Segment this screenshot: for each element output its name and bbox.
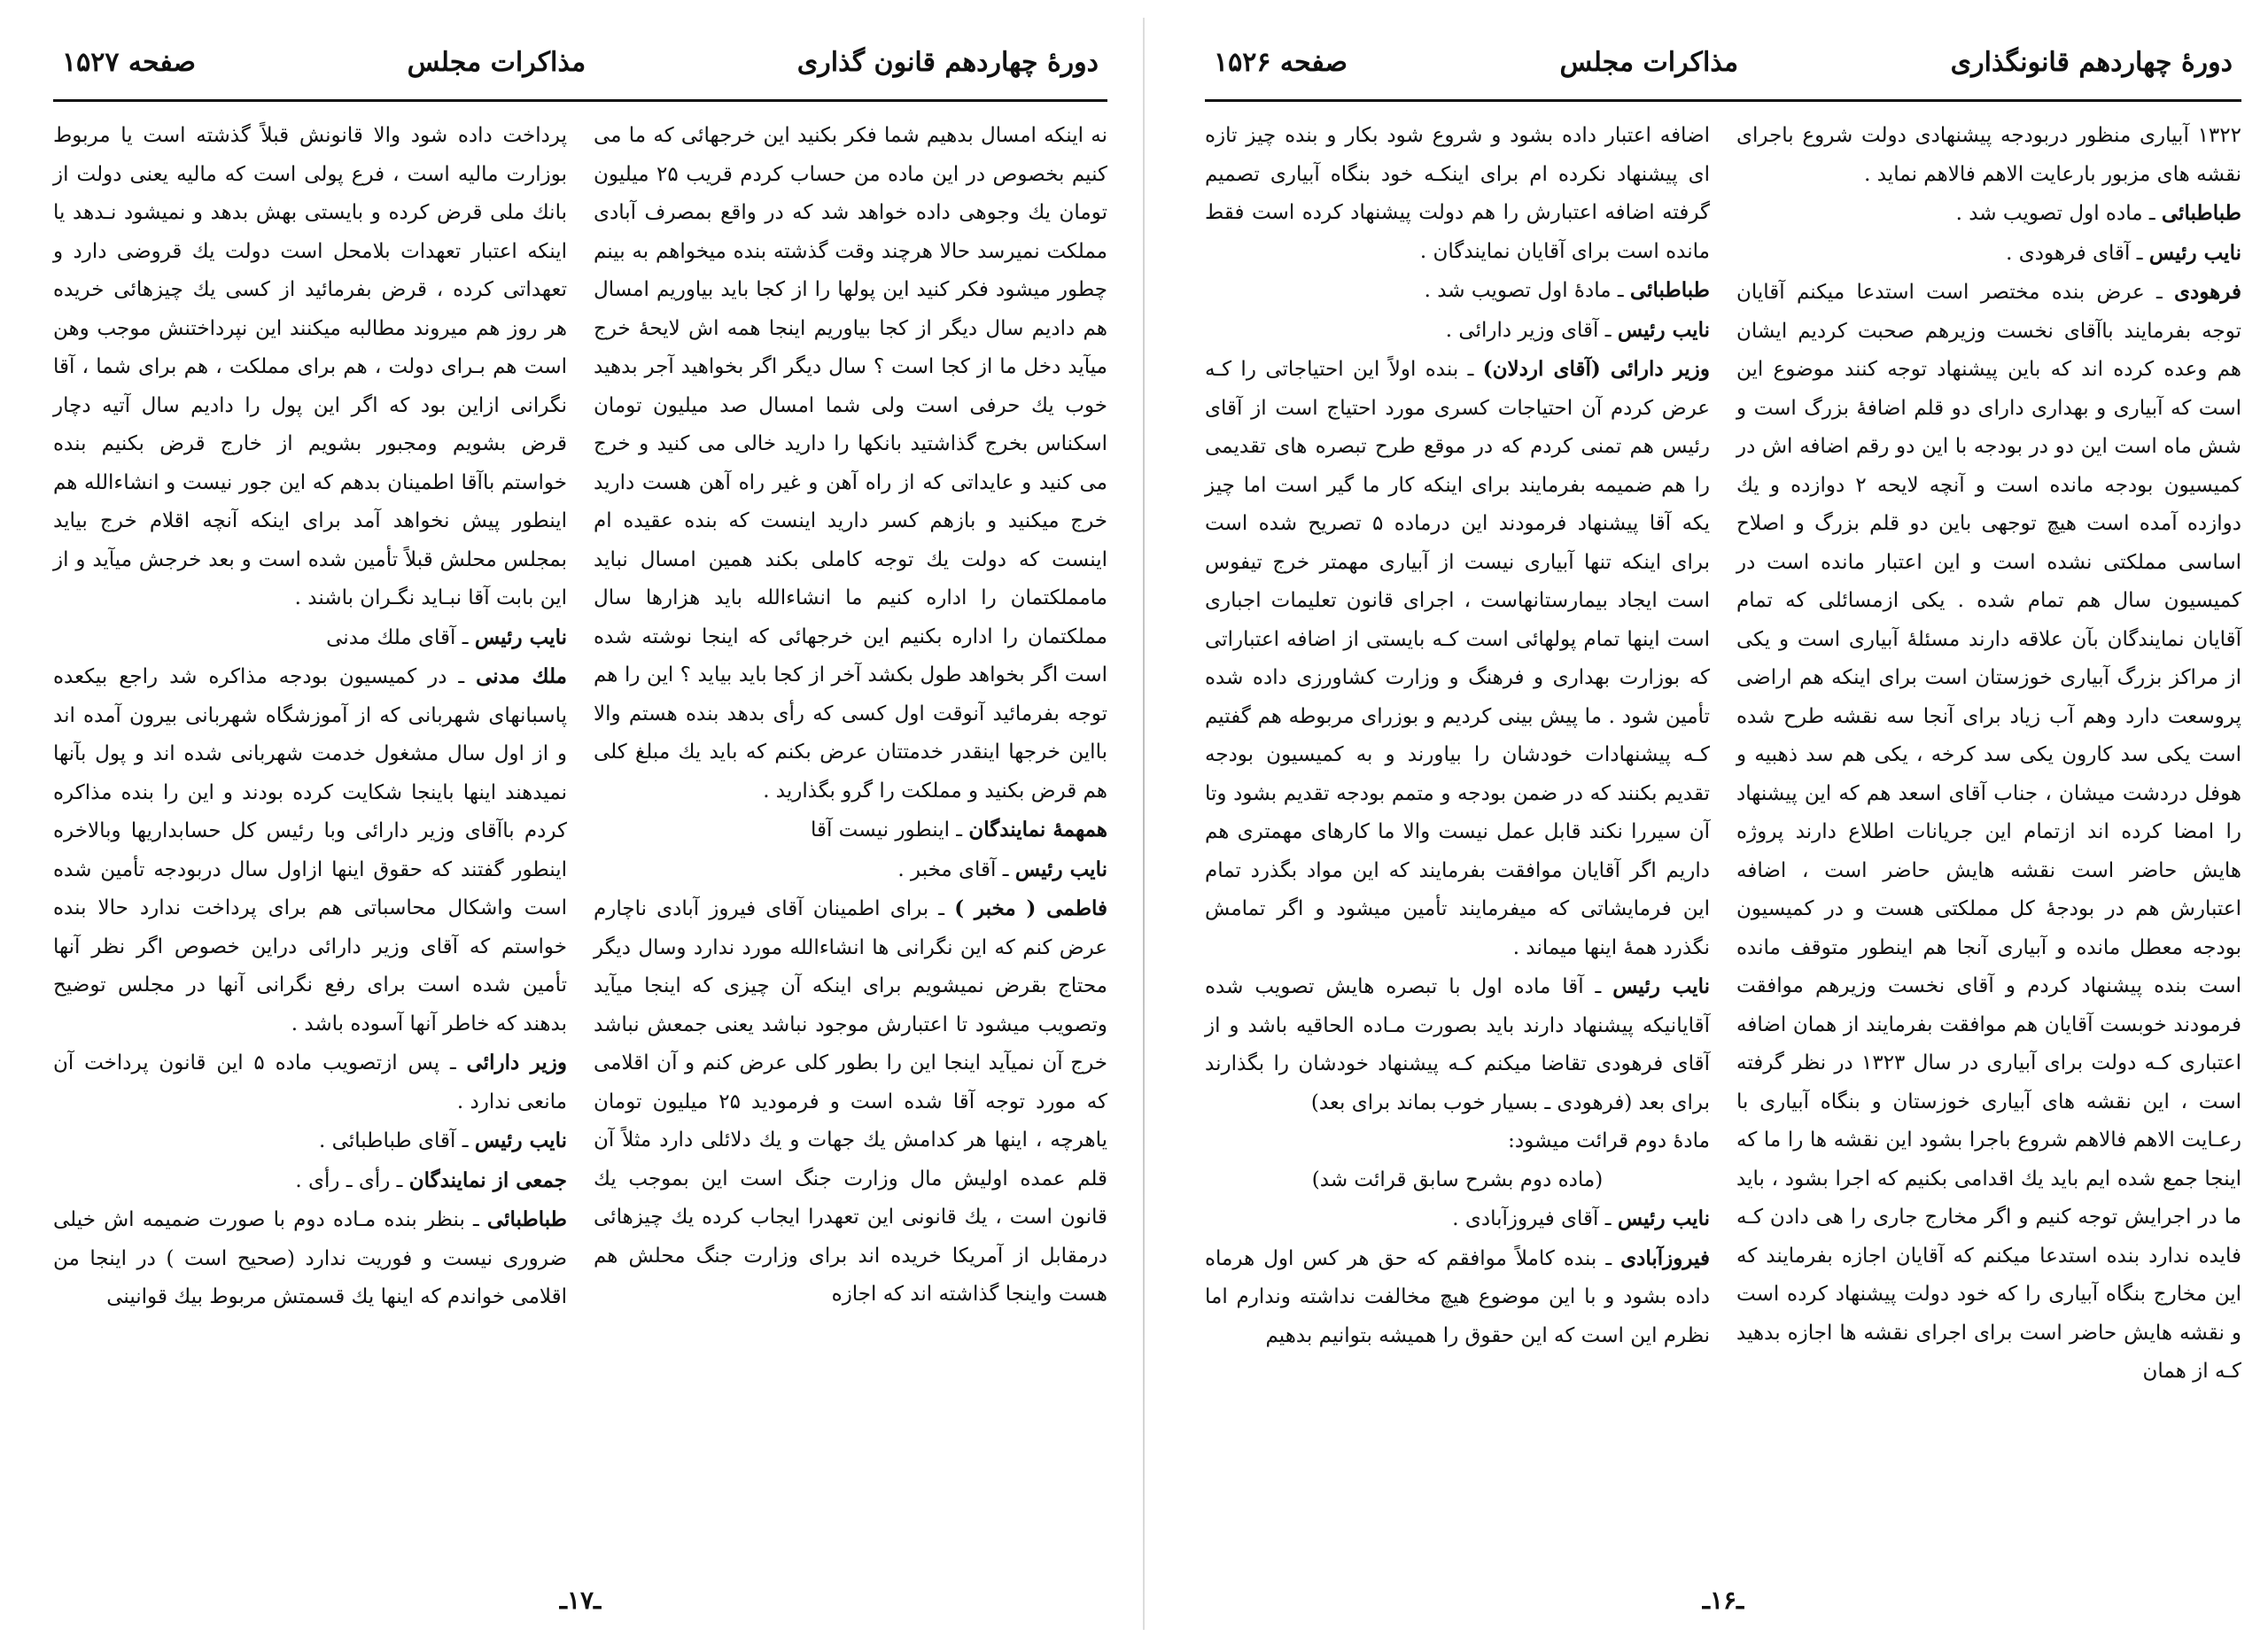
paragraph-text: ـ آقا ماده اول با تبصره هایش تصویب شده آقایانیکه پیشنهاد دارند باید بصورت مـاده الحاقیه باشد و از آقای فرهودی تقاضا میکنم کـه پیشنهاد خودشان را بگذارند برای بعد (فرهودی ـ بسیار خوب بماند برای بعد) [1205, 975, 1710, 1114]
speaker-name: فرهودی [2174, 280, 2241, 304]
left-columns [53, 117, 1107, 1577]
speaker-name: ملك مدنی [476, 664, 567, 688]
paragraph-text: ـ آقای وزیر دارائی . [1445, 318, 1618, 342]
paragraph-text: ـ آقای فیروزآبادی . [1452, 1207, 1618, 1230]
paragraph [594, 810, 1107, 850]
paragraph [1736, 194, 2241, 234]
right-header-rule [1205, 99, 2241, 102]
paragraph [53, 1200, 567, 1317]
left-page-footer: ـ۱۷ـ [559, 1586, 602, 1615]
right-column-2 [1205, 117, 1710, 1577]
left-series-title: دورهٔ چهاردهم قانون گذاری [796, 46, 1099, 78]
paragraph [1736, 273, 2241, 1392]
right-page [1205, 35, 2241, 1630]
paragraph [53, 618, 567, 658]
paragraph [1205, 117, 1710, 271]
speaker-name: نایب رئیس [474, 624, 567, 649]
paragraph-text: ـ در کمیسیون بودجه مذاکره شد راجع بیکعده پاسبانهای شهربانی که از آموزشگاه شهربانی بیرون آمده اند و از اول سال مشغول خدمت شهربانی شده اند و پول بآنها نمیدهند اینها باینجا شکایت کرده بودند و این را بنده مذاکره کردم باآقای وزیر دارائی وبا رئیس کل حسابداریها وبالاخره اینطور گفتند که حقوق اینها ازاول سال دربودجه تأمین شده است واشکال محاسباتی هم برای پرداخت ندارد حالا بنده خواستم که آقای وزیر دارائی دراین خصوص اگر نظر آنها تأمین شده است برای رفع نگرانی آنها در مجلس توضیح بدهند که خاطر آنها آسوده باشد . [53, 665, 567, 1035]
paragraph [53, 657, 567, 1043]
paragraph [594, 889, 1107, 1315]
paragraph-text: ـ بنظر بنده مـاده دوم با صورت ضمیمه اش خیلی ضروری نیست و فوریت ندارد (صحیح است ) در اینجا من اقلامی خواندم که اینها یك قسمتش مربوط بیك قوانینی [53, 1208, 567, 1308]
paragraph [1205, 350, 1710, 967]
right-page-header [1205, 35, 2241, 89]
speaker-name: وزیر دارائی [466, 1051, 567, 1074]
speaker-name: نایب رئیس [1612, 974, 1710, 998]
paragraph-text: ـ ماده اول تصویب شد . [1955, 202, 2162, 225]
paragraph-text: ـ آقای ملك مدنی [326, 625, 475, 649]
speaker-name: طباطبائی [2161, 201, 2241, 225]
paragraph-text: ـ برای اطمینان آقای فیروز آبادی ناچارم عرض کنم که این نگرانی ها انشاءالله مورد ندارد وسال دیگر محتاج بقرض نمیشویم برای اینکه آن چیزی که اینجا میآید وتصویب میشود تا اعتبارش موجود نباشد یعنی جمعش نباشد خرج آن نمیآید اینجا این را بطور کلی عرض کنم و آن اقلامی که مورد توجه آقا شده است و فرمودید ۲۵ میلیون تومان یاهرچه ، اینها هر کدامش یك جهات و یك دلائلی دارد مثلاً آن قلم عمده اولیش مال وزارت جنگ است این بموجب یك قانون است ، یك قانونی این تعهدرا ایجاب کرده یك چیزهائی درمقابل از آمریکا خریده اند برای وزارت جنگ محلش هم هست واینجا گذاشته اند که اجازه [594, 897, 1107, 1306]
paragraph [1205, 1239, 1710, 1356]
paragraph-text: ـ پس ازتصویب ماده ۵ این قانون پرداخت آن مانعی ندارد . [53, 1051, 567, 1113]
paragraph [1736, 117, 2241, 194]
paragraph [1205, 311, 1710, 351]
speaker-name: نایب رئیس [1014, 857, 1107, 881]
paragraph-text: ۱۳۲۲ آبیاری منظور دربودجه پیشنهادی دولت شروع باجرای نقشه های مزبور بارعایت الاهم فالاهم نماید . [1736, 124, 2241, 186]
paragraph [1205, 967, 1710, 1122]
paragraph-text: ـ آقای طباطبائی . [319, 1129, 475, 1152]
paragraph [1205, 1122, 1710, 1161]
paragraph [594, 117, 1107, 810]
right-page-number: صفحه ۱۵۲۶ [1214, 46, 1348, 78]
left-page-title: مذاکرات مجلس [407, 46, 586, 78]
speaker-name: فاطمی ( مخبر ) [954, 896, 1108, 920]
right-column-1 [1736, 117, 2241, 1577]
paragraph-text: ـ عرض بنده مختصر است استدعا میکنم آقایان توجه بفرمایند باآقای نخست وزیرهم صحبت کردیم ایشان هم وعده کرده اند که باین پیشنهاد توجه کنند موضوع این است که آبیاری و بهداری دارای دو قلم اضافهٔ بزرگ است و شش ماه است این دو در بودجه با این دو رقم اضافه اش در کمیسیون بودجه مانده است و آنچه لایحه ۲ دوازده و یك دوازده آمده است هیچ توجهی باین دو قلم بزرگ و اصلاح اساسی مملکتی نشده است و این اعتبار مانده است در کمیسیون سال هم تمام شده . یکی ازمسائلی که تمام آقایان نمایندگان بآن علاقه دارند مسئلهٔ آبیاری است و یکی از مراکز بزرگ آبیاری خوزستان است برای اینکه هم اراضی پروسعت دارد وهم آب زیاد برای آنجا سه نقشه طرح شده است یکی سد کارون یکی سد کرخه ، یکی هم سد ذهبیه و هوفل دردشت میشان ، جناب آقای اسعد هم که این پیشنهاد را امضا کرده اند ازتمام این جریانات اطلاع دارند پروژه هایش حاضر است نقشه هایش حاضر است ، اضافه اعتبارش هم در بودجهٔ کل مملکتی هست و در کمیسیون بودجه معطل مانده و آبیاری آنجا هم اینطور متوقف مانده است بنده پیشنهاد کردم و آقای نخست وزیرهم موافقت فرمودند خوبست آقایان هم موافقت بفرمایند از همان اضافه اعتباری کـه دولت برای آبیاری در سال ۱۳۲۳ در نظر گرفته است ، این نقشه های آبیاری خوزستان و بنگاه آبیاری با رعـایت الاهم فالاهم شروع باجرا بشود این نقشه ها را ما که اینجا جمع شده ایم باید یك اقدامی بکنیم که اجرا بشود ، باید ما در اجرایش توجه کنیم و اگر مخارج جاری را هی دادن کـه فایده ندارد بنده استدعا میکنم که آقایان اجازه بفرمایند که این مخارج بنگاه آبیاری را که خود دولت پیشنهاد کرده است و نقشه هایش حاضر است برای اجرای نقشه ها اجازه بدهید کـه از همان [1736, 281, 2241, 1383]
paragraph [1205, 1199, 1710, 1239]
paragraph-text: (ماده دوم بشرح سابق قرائت شد) [1311, 1167, 1604, 1191]
speaker-name: نایب رئیس [474, 1128, 567, 1152]
paragraph-text: پرداخت داده شود والا قانونش قبلاً گذشته است یا مربوط بوزارت مالیه است ، فرع پولی است که مالیه یعنی دولت از بانك ملی قرض کرده و بایستی بهش بدهد و نمیشود نـدهد یا اینکه اعتبار تعهدات بلامحل است دولت یك قروضی دارد و تعهداتی کرده ، قرض بفرمائید از کسی یك چیزهائی خریده هر روز هم میروند مطالبه میکنند این نپرداختنش موجب وهن است هم بـرای دولت ، هم برای مملکت ، هم برای شما ، آقا نگرانی ازاین بود که اگر این پول را دادیم سال آتیه دچار قرض بشویم ومجبور بشویم از خارج قرض بکنیم بنده خواستم باآقا اطمینان بدهم که این جور نیست و انشاءالله هم اینطور پیش نخواهد آمد برای اینکه آنچه اقلام خرج بیاید بمجلس محلش قبلاً تأمین شده است و بعد خرجش میآید و از این بابت آقا نبـاید نگـران باشند . [53, 124, 567, 609]
book-spine [1143, 18, 1145, 1630]
left-header-rule [53, 99, 1107, 102]
left-column-2 [53, 117, 567, 1577]
paragraph [53, 117, 567, 618]
paragraph-text: نه اینکه امسال بدهیم شما فکر بکنید این خرجهائی که ما می کنیم بخصوص در این ماده من حساب کردم قریب ۲۵ میلیون تومان یك وجوهی داده خواهد شد که در واقع بمصرف آبادی مملکت نمیرسد حالا هرچند وقت گذشته بنده میخواهم به بینم چطور میشود فکر کنید این پولها را از کجا باید بیاوریم امسال هم دادیم سال دیگر از کجا بیاوریم اینجا همه اش لایحهٔ خرج میآید دخل ما از کجا است ؟ سال دیگر اگر بخواهید آجر بدهید خوب یك حرفی است ولی شما امسال صد میلیون تومان اسکناس بخرج گذاشتید بانکها را دارید خالی می کنید و خرج می کنید و عایداتی که از راه آهن و غیر راه آهن هست دارید خرج میکنید و بازهم کسر دارید اینست که بنده عقیده ام اینست که دولت یك توجه کاملی بکند همین امسال نباید مامملکتمان را اداره کنیم ما انشاءالله باید هزارها سال مملکتمان را اداره بکنیم این خرجهائی که اینجا نوشته شده است اگر بخواهد طول بکشد آخر از کجا باید بیاید ؟ این را هم توجه بفرمائید آنوقت اول کسی که رأی بدهد بنده هستم والا بااین خرجها اینقدر خدمتتان عرض بکنم که باید یك مبلغ کلی هم قرض بکنید و مملکت را گرو بگذارید . [594, 124, 1107, 803]
right-page-footer: ـ۱۶ـ [1702, 1586, 1744, 1615]
paragraph-text: ـ رأی ـ رأی . [295, 1168, 409, 1192]
paragraph-text: مادهٔ دوم قرائت میشود: [1508, 1129, 1710, 1152]
paragraph-text: ـ اینطور نیست آقا [810, 818, 969, 842]
right-columns [1205, 117, 2241, 1577]
speaker-name: نایب رئیس [1617, 1206, 1710, 1230]
paragraph [1205, 271, 1710, 311]
paragraph-text: ـ بنده کاملاً موافقم که حق هر کس اول هرماه داده بشود و با این موضوع هیچ مخالفت نداشته وندارم اما نظرم این است که این حقوق را همیشه بتوانیم بدهیم [1205, 1246, 1710, 1347]
speaker-name: طباطبائی [1629, 278, 1710, 302]
left-column-1 [594, 117, 1107, 1577]
left-page-header [53, 35, 1107, 89]
paragraph-text: اضافه اعتبار داده بشود و شروع شود بکار و بنده چیز تازه ای پیشنهاد نکرده ام برای اینکـه خود بنگاه آبیاری تصمیم گرفته اضافه اعتبارش را هم دولت پیشنهاد کرده است فقط مانده است برای آقایان نمایندگان . [1205, 124, 1710, 263]
speaker-name: وزیر دارائی (آقای اردلان) [1482, 357, 1711, 381]
paragraph [53, 1121, 567, 1161]
left-page-number: صفحه ۱۵۲۷ [62, 46, 196, 78]
paragraph [1736, 234, 2241, 274]
paragraph-text: ـ مادهٔ اول تصویب شد . [1424, 279, 1630, 302]
speaker-name: نایب رئیس [1617, 317, 1710, 342]
paragraph [53, 1161, 567, 1201]
speaker-name: نایب رئیس [2148, 240, 2241, 265]
paragraph-text: ـ آقای فرهودی . [2006, 241, 2149, 265]
right-page-title: مذاکرات مجلس [1559, 46, 1739, 78]
speaker-name: طباطبائی [486, 1207, 567, 1231]
right-series-title: دورهٔ چهاردهم قانونگذاری [1950, 46, 2233, 78]
left-page [53, 35, 1107, 1630]
paragraph-text: ـ آقای مخبر . [897, 857, 1015, 881]
speaker-name: جمعی از نمایندگان [408, 1167, 567, 1192]
paragraph [53, 1043, 567, 1121]
speaker-name: همهمهٔ نمایندگان [968, 818, 1107, 842]
paragraph [594, 850, 1107, 890]
paragraph [1205, 1161, 1710, 1200]
speaker-name: فیروزآبادی [1620, 1245, 1710, 1270]
paragraph-text: ـ بنده اولاً این احتیاجاتی را کـه عرض کردم آن احتیاجات کسری مورد احتیاج است از آقای رئیس هم تمنی کردم که در موقع طرح تبصره های تقدیمی را هم ضمیمه بفرمایند برای اینکه کار ما گیر است اما چیز یکه آقا پیشنهاد فرمودند این درماده ۵ تصریح شده است برای اینکه تنها آبیاری نیست از آبیاری مهمتر خرج تیفوس است ایجاد بیمارستانهاست ، اجرای قانون تعلیمات اجباری است اینها تمام پولهائی است کـه بایستی از اضافه اعتباراتی که بوزارت بهداری و فرهنگ و وزارت کشاورزی داده شده تأمین شود . ما پیش بینی کردیم و بوزرای مربوطه هم گفتیم کـه پیشنهادات خودشان را بیاورند و به کمیسیون بودجه تقدیم بکنند که در ضمن بودجه و متمم بودجه تقدیم بشود وتا آن سیررا نکند قابل عمل نیست والا ما کارهای مهمتری هم داریم اگر آقایان موافقت بفرمایند که این مواد بگذرد تمام این فرمایشاتی که میفرمایند تأمین میشود و اگر تمامش نگذرد همهٔ اینها میماند . [1205, 358, 1710, 959]
